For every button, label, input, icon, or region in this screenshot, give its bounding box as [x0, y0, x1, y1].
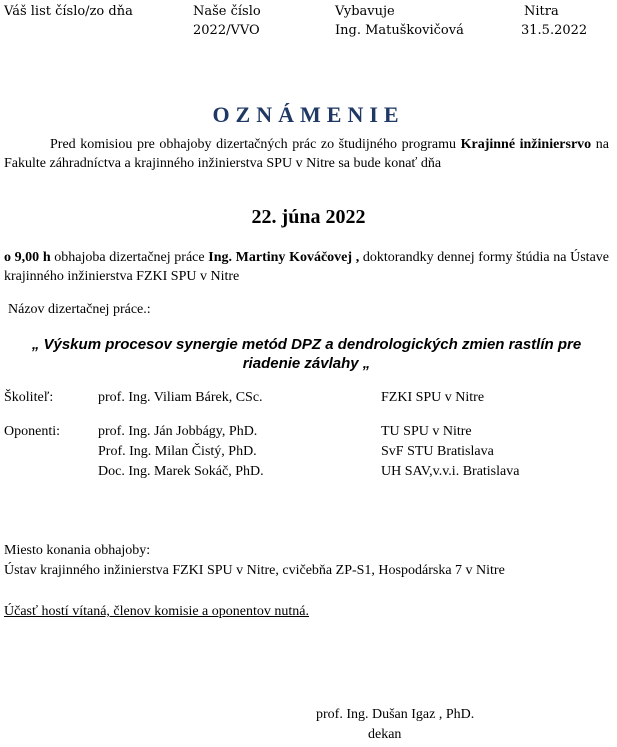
defense-time: o 9,00 h	[4, 250, 51, 265]
header-your-letter-label: Váš list číslo/zo dňa	[4, 4, 133, 19]
event-date: 22. júna 2022	[251, 206, 366, 228]
venue-text: Ústav krajinného inžinierstva FZKI SPU v Nitre, cvičebňa ZP-S1, Hospodárska 7 v Nitre	[4, 563, 505, 578]
intro-paragraph	[4, 135, 609, 173]
supervisor-affiliation: FZKI SPU v Nitre	[381, 390, 485, 405]
signature-name: prof. Ing. Dušan Igaz , PhD.	[316, 707, 475, 722]
defense-paragraph	[4, 248, 609, 286]
thesis-title-line2: riadenie závlahy „	[242, 355, 371, 372]
opponent-name: Doc. Ing. Marek Sokáč, PhD.	[98, 464, 264, 479]
signature-role: dekan	[368, 727, 402, 742]
page-title: OZNÁMENIE	[212, 102, 405, 127]
venue-label: Miesto konania obhajoby:	[4, 543, 151, 558]
thesis-title-line1: „ Výskum procesov synergie metód DPZ a dendrologických zmien rastlín pre	[31, 336, 582, 353]
opponent-name: Prof. Ing. Milan Čistý, PhD.	[98, 444, 257, 459]
header-handled-by-label: Vybavuje	[335, 4, 395, 19]
header-place-label: Nitra	[524, 4, 559, 19]
defense-text-part1: obhajoba dizertačnej práce	[50, 250, 209, 265]
opponent-affiliation: SvF STU Bratislava	[381, 444, 494, 459]
candidate-name: Ing. Martiny Kováčovej ,	[208, 250, 360, 265]
opponent-name: prof. Ing. Ján Jobbágy, PhD.	[98, 424, 258, 439]
intro-text-part2: na Fakulte záhradníctva a krajinného inžinierstva SPU v Nitre sa bude konať dňa	[4, 137, 609, 171]
opponent-affiliation: TU SPU v Nitre	[381, 424, 472, 439]
attendance-notice: Účasť hostí vítaná, členov komisie a oponentov nutná.	[4, 604, 309, 619]
supervisor-name: prof. Ing. Viliam Bárek, CSc.	[98, 390, 263, 405]
header-our-number-value: 2022/VVO	[193, 23, 260, 38]
thesis-label: Názov dizertačnej práce.:	[8, 302, 151, 317]
intro-text-part1: Pred komisiou pre obhajoby dizertačných prác zo študijného programu	[50, 137, 461, 152]
supervisor-label: Školiteľ:	[4, 390, 54, 405]
opponents-label: Oponenti:	[4, 424, 60, 439]
study-program: Krajinné inžiniersrvo	[460, 137, 592, 152]
header-handled-by-value: Ing. Matuškovičová	[335, 23, 464, 38]
opponent-affiliation: UH SAV,v.v.i. Bratislava	[381, 464, 520, 479]
header-our-number-label: Naše číslo	[193, 4, 261, 19]
header-date-value: 31.5.2022	[521, 23, 588, 38]
defense-text-part2: doktorandky dennej formy štúdia na Ústave krajinného inžinierstva FZKI SPU v Nitre	[4, 250, 609, 284]
